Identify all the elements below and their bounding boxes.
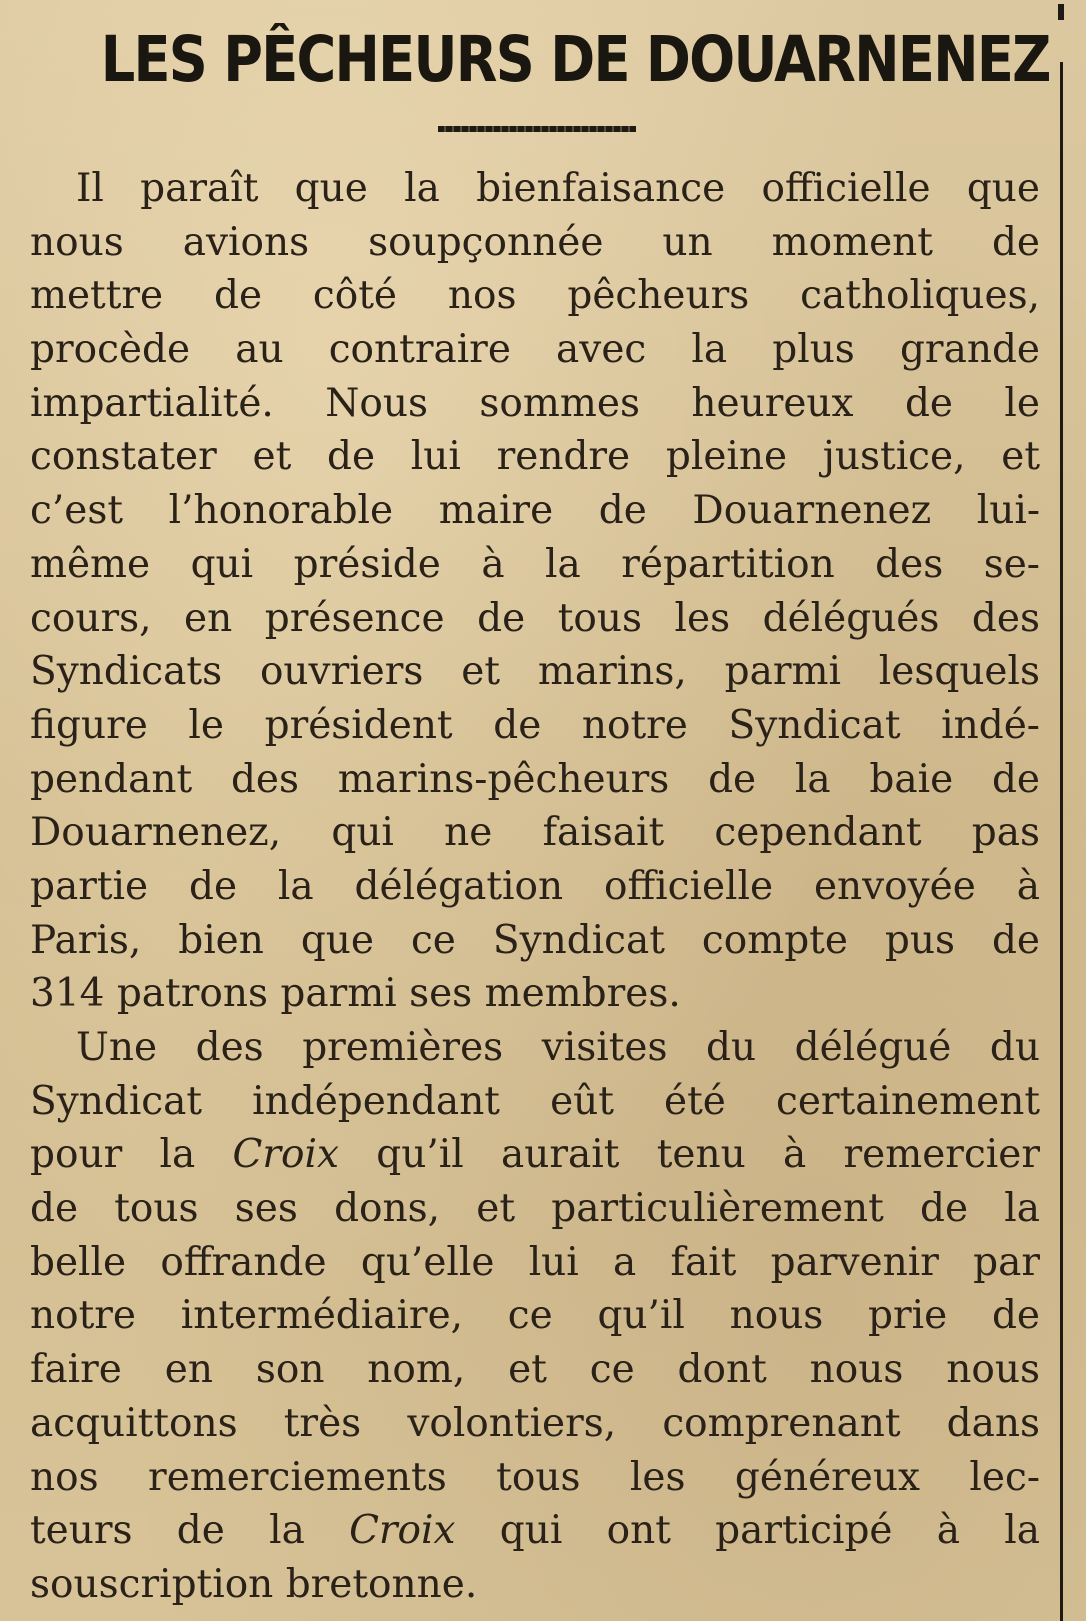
text-line: Syndicat indépendant eût été certainement (30, 1078, 1040, 1124)
text-line: mettre de côté nos pêcheurs catholiques, (30, 273, 1040, 319)
text-line: Une des premières visites du délégué du (76, 1025, 1040, 1070)
text-line: procède au contraire avec la plus grande (30, 327, 1040, 373)
text-line: 314 patrons parmi ses membres. (30, 971, 681, 1017)
text-line: même qui préside à la répartition des se- (30, 541, 1040, 587)
text-line: c’est l’honorable maire de Douarnenez lui- (30, 488, 1040, 534)
text-line: Il paraît que la bienfaisance officielle que (76, 166, 1040, 211)
text-line: impartialité. Nous sommes heureux de le (30, 380, 1040, 426)
text-line: Douarnenez, qui ne faisait cependant pas (30, 810, 1040, 856)
text-line: Paris, bien que ce Syndicat compte pus de (30, 917, 1040, 963)
text-line: souscription bretonne. (30, 1561, 478, 1607)
paragraph-2 (30, 1021, 1040, 1612)
paragraph-1 (30, 162, 1040, 1021)
text-segment: pour la (30, 1132, 233, 1178)
text-line: faire en son nom, et ce dont nous nous (30, 1347, 1040, 1393)
text-line: constater et de lui rendre pleine justice, et (30, 434, 1040, 480)
text-line: nous avions soupçonnée un moment de (30, 219, 1040, 265)
text-line: notre intermédiaire, ce qu’il nous prie de (30, 1293, 1040, 1339)
text-line: Syndicats ouvriers et marins, parmi lesquels (30, 649, 1040, 695)
text-line-with-italic (30, 1128, 1040, 1182)
newspaper-title-croix: Croix (349, 1508, 456, 1554)
text-line: belle offrande qu’elle lui a fait parvenir par (30, 1239, 1040, 1285)
text-line: cours, en présence de tous les délégués des (30, 595, 1040, 641)
column-divider-rule (1060, 62, 1063, 1621)
article-body (30, 162, 1040, 1612)
text-segment: qui ont participé à la (455, 1508, 1040, 1554)
text-line: acquittons très volontiers, comprenant dans (30, 1400, 1040, 1446)
text-line: pendant des marins-pêcheurs de la baie de (30, 756, 1040, 802)
text-line: partie de la délégation officielle envoyée à (30, 863, 1040, 909)
headline-ornament-rule (438, 126, 636, 132)
text-line: de tous ses dons, et particulièrement de la (30, 1186, 1040, 1232)
column-edge-mark (1058, 4, 1064, 20)
text-line: nos remerciements tous les généreux lec- (30, 1454, 1040, 1500)
text-line: figure le président de notre Syndicat indé- (30, 702, 1040, 748)
newspaper-title-croix: Croix (232, 1132, 339, 1178)
text-line-with-italic (30, 1504, 1040, 1558)
headline: LES PÊCHEURS DE DOUARNENEZ (100, 23, 1050, 96)
text-segment: teurs de la (30, 1508, 350, 1554)
text-segment: qu’il aurait tenu à remercier (338, 1132, 1040, 1178)
